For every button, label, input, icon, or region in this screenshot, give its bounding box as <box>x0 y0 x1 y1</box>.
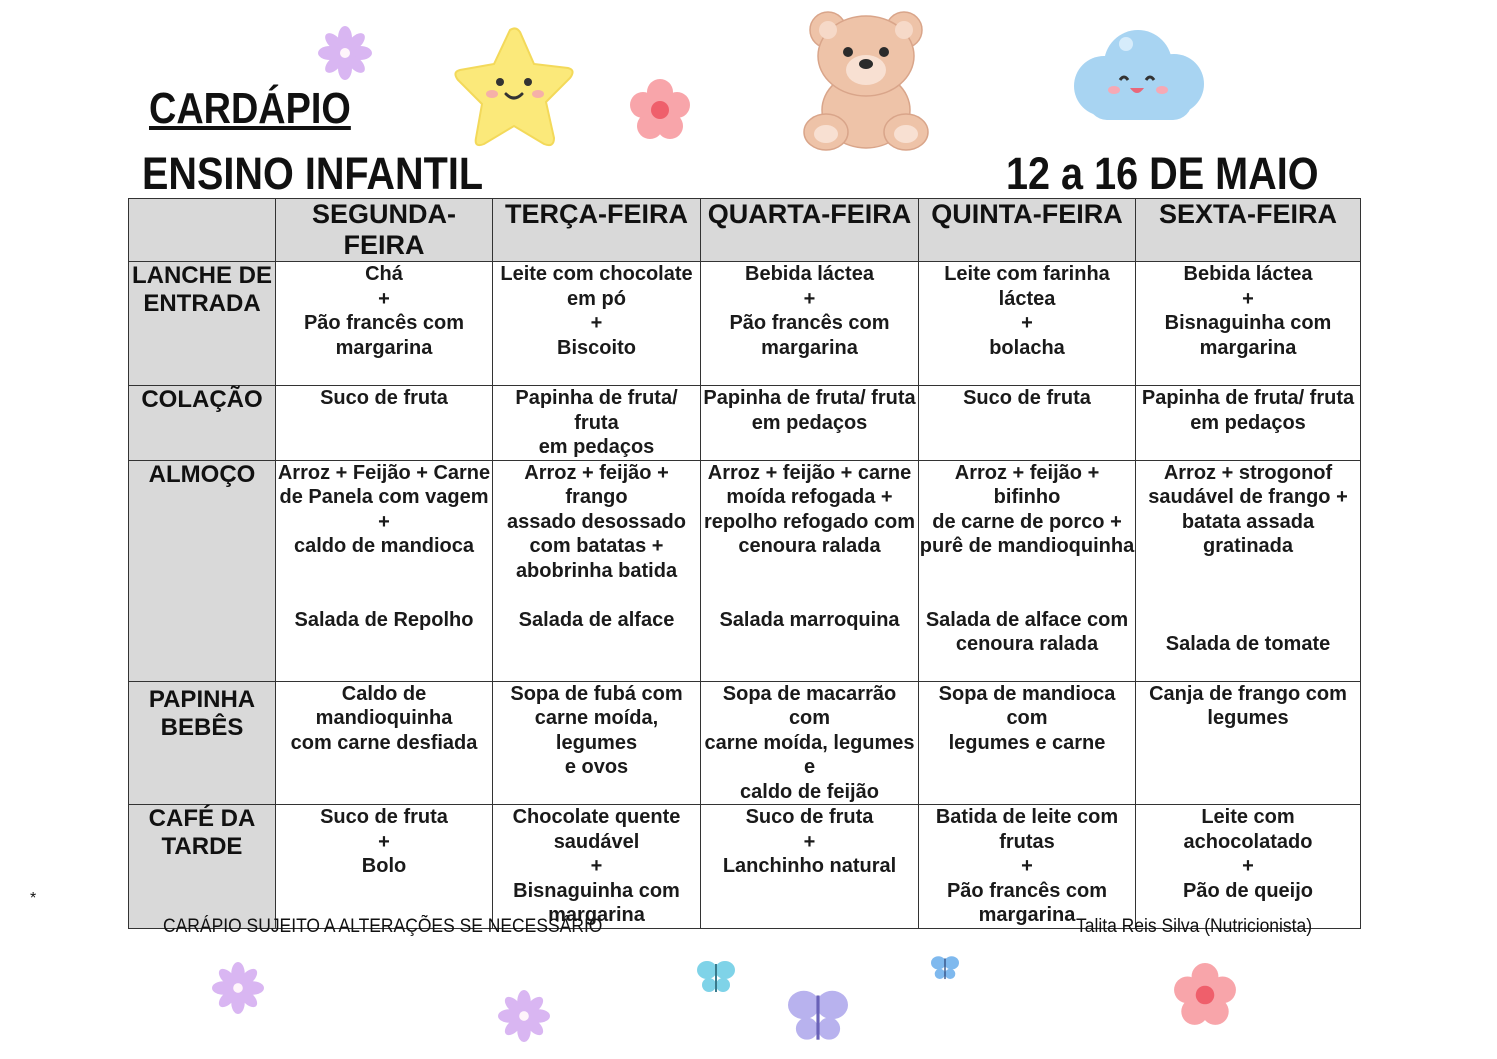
day-header: TERÇA-FEIRA <box>493 199 701 262</box>
menu-cell: Arroz + feijão + bifinho de carne de porco + purê de mandioquinha Salada de alface com cenoura ralada <box>919 460 1136 681</box>
menu-cell: Chá + Pão francês com margarina <box>276 262 493 386</box>
menu-table <box>128 198 1361 929</box>
menu-cell: Batida de leite com frutas + Pão francês com margarina <box>919 805 1136 929</box>
teddy-bear-icon <box>798 6 934 152</box>
meal-label: LANCHE DE ENTRADA <box>129 262 276 386</box>
menu-cell: Papinha de fruta/ fruta em pedaços <box>701 386 919 461</box>
menu-cell: Sopa de fubá com carne moída, legumes e ovos <box>493 681 701 805</box>
butterfly-icon <box>930 954 960 982</box>
smiling-cloud-icon <box>1068 26 1208 128</box>
meal-label: CAFÉ DA TARDE <box>129 805 276 929</box>
menu-cell: Sopa de macarrão com carne moída, legumes e caldo de feijão <box>701 681 919 805</box>
menu-cell: Bebida láctea + Bisnaguinha com margarina <box>1136 262 1361 386</box>
menu-cell: Leite com chocolate em pó + Biscoito <box>493 262 701 386</box>
date-range: 12 a 16 DE MAIO <box>1006 148 1319 199</box>
menu-cell: Canja de frango com legumes <box>1136 681 1361 805</box>
page-subtitle: ENSINO INFANTIL <box>142 148 484 199</box>
table-row <box>129 262 1361 386</box>
day-header: SEXTA-FEIRA <box>1136 199 1361 262</box>
menu-cell: Suco de fruta <box>919 386 1136 461</box>
menu-cell: Chocolate quente saudável + Bisnaguinha com margarina <box>493 805 701 929</box>
disclaimer-note: CARÁPIO SUJEITO A ALTERAÇÕES SE NECESSÁRIO <box>163 916 603 937</box>
pink-flower-icon <box>1162 962 1248 1028</box>
menu-cell: Arroz + Feijão + Carne de Panela com vagem + caldo de mandioca Salada de Repolho <box>276 460 493 681</box>
menu-cell: Arroz + feijão + carne moída refogada + repolho refogado com cenoura ralada Salada marroquina <box>701 460 919 681</box>
footnote-asterisk: * <box>30 890 37 907</box>
table-row <box>129 386 1361 461</box>
menu-cell: Papinha de fruta/ fruta em pedaços <box>1136 386 1361 461</box>
menu-cell: Suco de fruta + Lanchinho natural <box>701 805 919 929</box>
day-header: QUINTA-FEIRA <box>919 199 1136 262</box>
lilac-flower-icon <box>498 990 550 1042</box>
menu-cell: Arroz + strogonof saudável de frango + batata assada gratinada Salada de tomate <box>1136 460 1361 681</box>
menu-cell: Leite com achocolatado + Pão de queijo <box>1136 805 1361 929</box>
meal-label: ALMOÇO <box>129 460 276 681</box>
menu-cell: Suco de fruta + Bolo <box>276 805 493 929</box>
table-row <box>129 460 1361 681</box>
page-title: CARDÁPIO <box>149 84 351 133</box>
corner-cell <box>129 199 276 262</box>
nutritionist-signature: Talita Reis Silva (Nutricionista) <box>1076 916 1313 937</box>
menu-cell: Bebida láctea + Pão francês com margarina <box>701 262 919 386</box>
menu-cell: Arroz + feijão + frango assado desossado com batatas + abobrinha batida Salada de alface <box>493 460 701 681</box>
days-header-row <box>129 199 1361 262</box>
menu-cell: Sopa de mandioca com legumes e carne <box>919 681 1136 805</box>
day-header: SEGUNDA-FEIRA <box>276 199 493 262</box>
lilac-flower-icon <box>318 26 372 80</box>
table-row <box>129 805 1361 929</box>
meal-label: COLAÇÃO <box>129 386 276 461</box>
lilac-flower-icon <box>212 962 264 1014</box>
pink-flower-icon <box>628 78 692 142</box>
menu-cell: Leite com farinha láctea + bolacha <box>919 262 1136 386</box>
menu-cell: Papinha de fruta/ fruta em pedaços <box>493 386 701 461</box>
butterfly-icon <box>786 986 850 1046</box>
table-row <box>129 681 1361 805</box>
menu-cell: Caldo de mandioquinha com carne desfiada <box>276 681 493 805</box>
menu-cell: Suco de fruta <box>276 386 493 461</box>
smiling-star-icon <box>448 24 580 154</box>
day-header: QUARTA-FEIRA <box>701 199 919 262</box>
butterfly-icon <box>696 958 736 996</box>
meal-label: PAPINHA BEBÊS <box>129 681 276 805</box>
